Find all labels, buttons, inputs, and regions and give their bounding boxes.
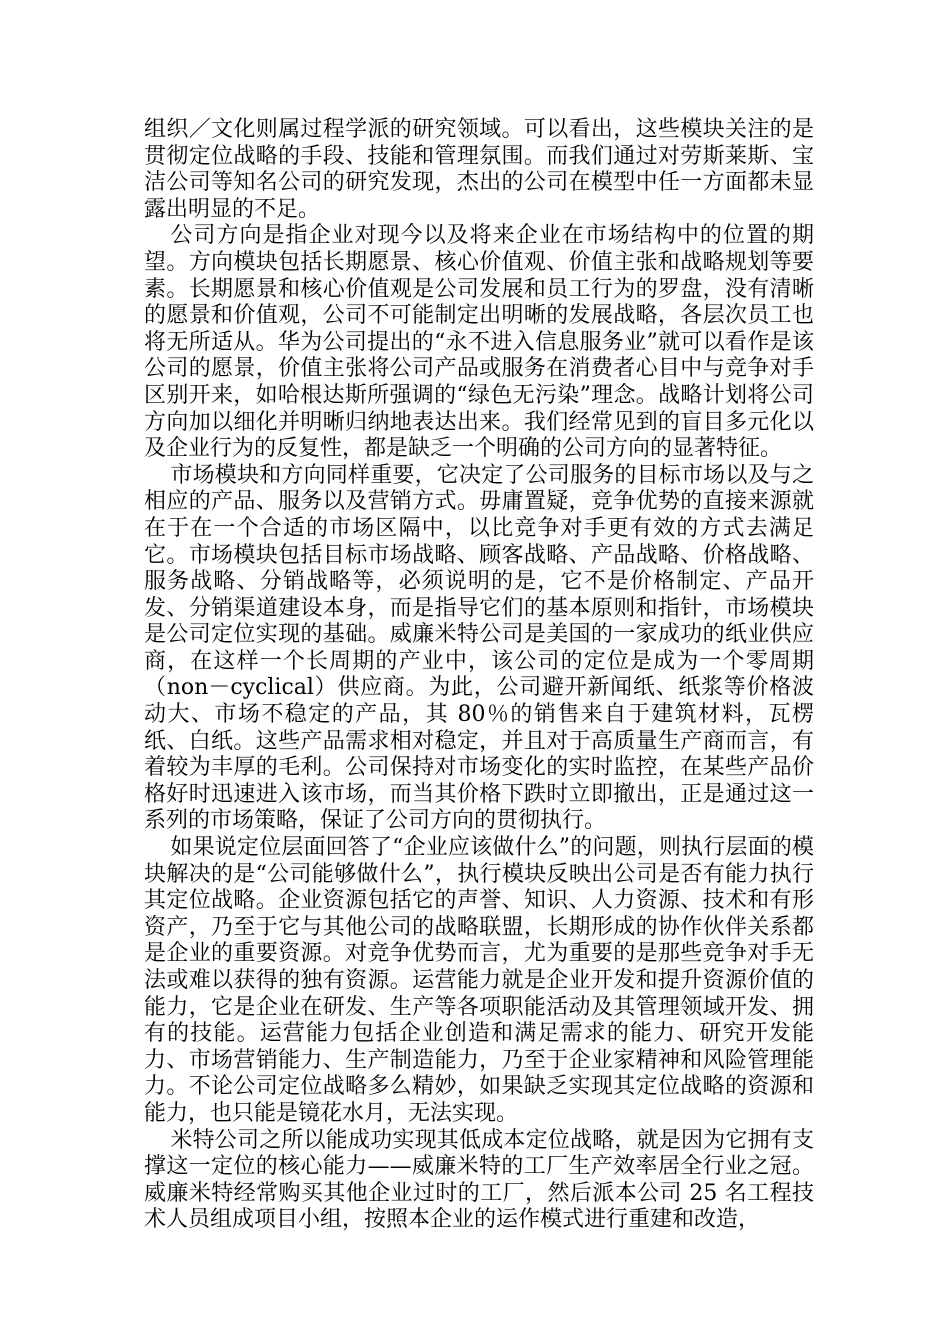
paragraph-2: 公司方向是指企业对现今以及将来企业在市场结构中的位置的期望。方向模块包括长期愿景、核心价值观、价值主张和战略规划等要素。长期愿景和核心价值观是公司发展和员工行为的罗盘，没有清晰的愿景和价值观，公司不可能制定出明晰的发展战略，各层次员工也将无所适从。华为公司提出的“永不进入信息服务业”就可以看作是该公司的愿景，价值主张将公司产品或服务在消费者心目中与竞争对手区别开来，如哈根达斯所强调的“绿色无污染”理念。战略计划将公司方向加以细化并明晰归纳地表达出来。我们经常见到的盲目多元化以及企业行为的反复性，都是缺乏一个明确的公司方向的显著特征。 — [144, 223, 814, 462]
paragraph-4: 如果说定位层面回答了“企业应该做什么”的问题，则执行层面的模块解决的是“公司能够做什么”，执行模块反映出公司是否有能力执行其定位战略。企业资源包括它的声誉、知识、人力资源、技术和有形资产，乃至于它与其他公司的战略联盟，长期形成的协作伙伴关系都是企业的重要资源。对竞争优势而言，尤为重要的是那些竞争对手无法或难以获得的独有资源。运营能力就是企业开发和提升资源价值的能力，它是企业在研发、生产等各项职能活动及其管理领域开发、拥有的技能。运营能力包括企业创造和满足需求的能力、研究开发能力、市场营销能力、生产制造能力，乃至于企业家精神和风险管理能力。不论公司定位战略多么精妙，如果缺乏实现其定位战略的资源和能力，也只能是镜花水月，无法实现。 — [144, 835, 814, 1126]
paragraph-1: 组织／文化则属过程学派的研究领域。可以看出，这些模块关注的是贯彻定位战略的手段、技能和管理氛围。而我们通过对劳斯莱斯、宝洁公司等知名公司的研究发现，杰出的公司在模型中任一方面都未显露出明显的不足。 — [144, 117, 814, 222]
paragraph-5: 米特公司之所以能成功实现其低成本定位战略，就是因为它拥有支撑这一定位的核心能力——威廉米特的工厂生产效率居全行业之冠。威廉米特经常购买其他企业过时的工厂，然后派本公司 25 名工程技术人员组成项目小组，按照本企业的运作模式进行重建和改造， — [144, 1127, 814, 1233]
document-body — [144, 117, 814, 1234]
paragraph-3: 市场模块和方向同样重要，它决定了公司服务的目标市场以及与之相应的产品、服务以及营销方式。毋庸置疑，竞争优势的直接来源就在于在一个合适的市场区隔中，以比竞争对手更有效的方式去满足它。市场模块包括目标市场战略、顾客战略、产品战略、价格战略、服务战略、分销战略等，必须说明的是，它不是价格制定、产品开发、分销渠道建设本身，而是指导它们的基本原则和指针，市场模块是公司定位实现的基础。威廉米特公司是美国的一家成功的纸业供应商，在这样一个长周期的产业中，该公司的定位是成为一个零周期（non－cyclical）供应商。为此，公司避开新闻纸、纸浆等价格波动大、市场不稳定的产品，其 80％的销售来自于建筑材料，瓦楞纸、白纸。这些产品需求相对稳定，并且对于高质量生产商而言，有着较为丰厚的毛利。公司保持对市场变化的实时监控，在某些产品价格好时迅速进入该市场，而当其价格下跌时立即撤出，正是通过这一系列的市场策略，保证了公司方向的贯彻执行。 — [144, 462, 814, 834]
